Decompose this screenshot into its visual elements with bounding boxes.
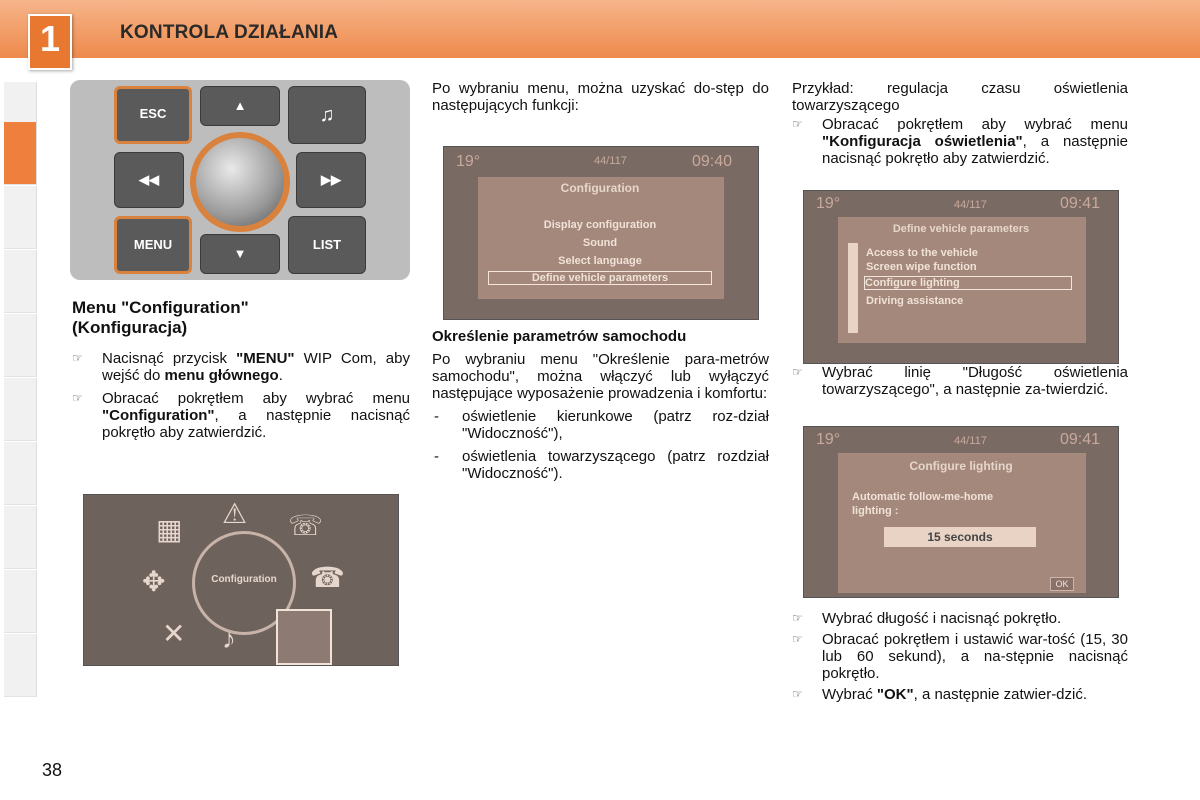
configuration-screen: [443, 146, 759, 320]
ok-button: OK: [1050, 577, 1074, 591]
music-note-icon: ♫: [288, 86, 366, 144]
list-item: - oświetlenie kierunkowe (patrz roz-dział "Widoczność"),: [434, 408, 769, 442]
navigation-icon: ✥: [142, 566, 166, 597]
forward-icon: ▶▶: [296, 152, 366, 208]
menu-item: Sound: [582, 237, 618, 249]
track-readout: 44/117: [594, 155, 627, 167]
pointing-hand-icon: ☞: [792, 687, 803, 701]
setting-label: Automatic follow-me-home: [852, 491, 994, 503]
menu-title: Define vehicle parameters: [892, 223, 1030, 235]
scrollbar: [848, 243, 858, 333]
clock-readout: 09:41: [1060, 431, 1101, 448]
column-3-top: [792, 80, 1128, 167]
menu-item: Driving assistance: [866, 295, 964, 307]
map-icon: ▦: [156, 514, 183, 545]
configuration-icon: [276, 609, 332, 665]
pointing-hand-icon: ☞: [72, 391, 83, 405]
screen-label: Configuration: [211, 574, 277, 585]
chapter-number: 1: [39, 18, 61, 59]
chapter-tab[interactable]: [4, 314, 37, 377]
menu-title: Configure lighting: [909, 459, 1013, 473]
chapter-tab[interactable]: [4, 442, 37, 505]
example-intro: Przykład: regulacja czasu oświetlenia towarzyszącego: [792, 80, 1128, 114]
section-heading-sub: (Konfiguracja): [72, 318, 188, 337]
chapter-tab[interactable]: [4, 378, 37, 441]
phone-icon: ☏: [288, 510, 324, 541]
pointing-hand-icon: ☞: [792, 611, 803, 625]
menu-title: Configuration: [560, 181, 640, 195]
instruction-item: ☞ Obracać pokrętłem aby wybrać menu "Configuration", a następnie nacisnąć pokrętło aby zatwierdzić.: [72, 390, 410, 441]
menu-item-selected: Define vehicle parameters: [488, 271, 712, 285]
configuration-menu-screen: [83, 494, 399, 666]
setting-label-cont: lighting :: [852, 505, 899, 517]
esc-button: ESC: [114, 86, 192, 144]
pointing-hand-icon: ☞: [72, 351, 83, 365]
list-button: LIST: [288, 216, 366, 274]
menu-item-selected: Configure lighting: [864, 276, 1072, 290]
wip-com-control-panel: [70, 80, 410, 280]
instruction-item: ☞ Wybrać linię "Długość oświetlenia towarzyszącego", a następnie za-twierdzić.: [792, 364, 1128, 398]
track-readout: 44/117: [954, 435, 987, 447]
column-2-intro: Po wybraniu menu, można uzyskać do-stęp do następujących funkcji:: [432, 80, 769, 114]
rewind-icon: ◀◀: [114, 152, 184, 208]
menu-button: MENU: [114, 216, 192, 274]
chapter-tab[interactable]: [4, 570, 37, 633]
duration-value-field: 15 seconds: [884, 527, 1036, 547]
warning-icon: ⚠: [222, 498, 248, 529]
paragraph: Po wybraniu menu "Określenie para-metrów samochodu", można włączyć lub wyłączyć następujące wyposażenie prowadzenia i komfortu:: [432, 351, 769, 402]
page-number: 38: [42, 760, 63, 780]
section-heading: Menu "Configuration": [72, 298, 249, 317]
rotary-knob: [190, 132, 290, 232]
instruction-item: ☞ Wybrać długość i nacisnąć pokrętło.: [792, 610, 1062, 627]
clock-readout: 09:41: [1060, 195, 1101, 212]
chapter-tabs: [0, 82, 40, 722]
audio-icon: ♪: [222, 623, 236, 654]
track-readout: 44/117: [954, 199, 987, 211]
menu-item: Select language: [558, 255, 642, 267]
column-3-bottom: [792, 610, 1128, 703]
chapter-tab[interactable]: [4, 250, 37, 313]
page-title: KONTROLA DZIAŁANIA: [120, 22, 339, 43]
menu-item: Screen wipe function: [866, 261, 977, 273]
menu-window: [838, 453, 1086, 593]
column-1: [72, 298, 410, 441]
instruction-item: ☞ Obracać pokrętłem i ustawić war-tość (15, 30 lub 60 sekund), a na-stępnie nacisnąć pokrętło.: [792, 631, 1128, 682]
instruction-item: ☞ Obracać pokrętłem aby wybrać menu "Konfiguracja oświetlenia", a następnie nacisnąć pokrętło aby zatwierdzić.: [792, 116, 1128, 167]
down-arrow-icon: ▼: [200, 234, 280, 274]
tools-icon: ✕: [162, 618, 186, 649]
subsection-heading: Określenie parametrów samochodu: [432, 328, 687, 345]
pointing-hand-icon: ☞: [792, 632, 803, 646]
list-item: - oświetlenia towarzyszącego (patrz rozdział "Widoczność").: [434, 448, 769, 482]
pointing-hand-icon: ☞: [792, 365, 803, 379]
up-arrow-icon: ▲: [200, 86, 280, 126]
menu-item: Access to the vehicle: [866, 247, 978, 259]
chapter-tab-active[interactable]: [4, 122, 37, 185]
chapter-badge: [28, 14, 72, 70]
instruction-item: ☞ Wybrać "OK", a następnie zatwier-dzić.: [792, 686, 1088, 703]
chapter-tab[interactable]: [4, 506, 37, 569]
chapter-tab[interactable]: [4, 634, 37, 697]
temperature-readout: 19°: [816, 431, 841, 448]
chapter-tab[interactable]: [4, 186, 37, 249]
column-2-body: [432, 328, 769, 482]
menu-item: Display configuration: [543, 219, 657, 231]
temperature-readout: 19°: [816, 195, 841, 212]
define-vehicle-parameters-screen: [803, 190, 1119, 364]
instruction-item: ☞ Nacisnąć przycisk "MENU" WIP Com, aby wejść do menu głównego.: [72, 350, 410, 384]
clock-readout: 09:40: [692, 153, 733, 170]
configure-lighting-screen: [803, 426, 1119, 598]
temperature-readout: 19°: [456, 153, 481, 170]
telephone-icon: ☎: [310, 562, 345, 593]
pointing-hand-icon: ☞: [792, 117, 803, 131]
